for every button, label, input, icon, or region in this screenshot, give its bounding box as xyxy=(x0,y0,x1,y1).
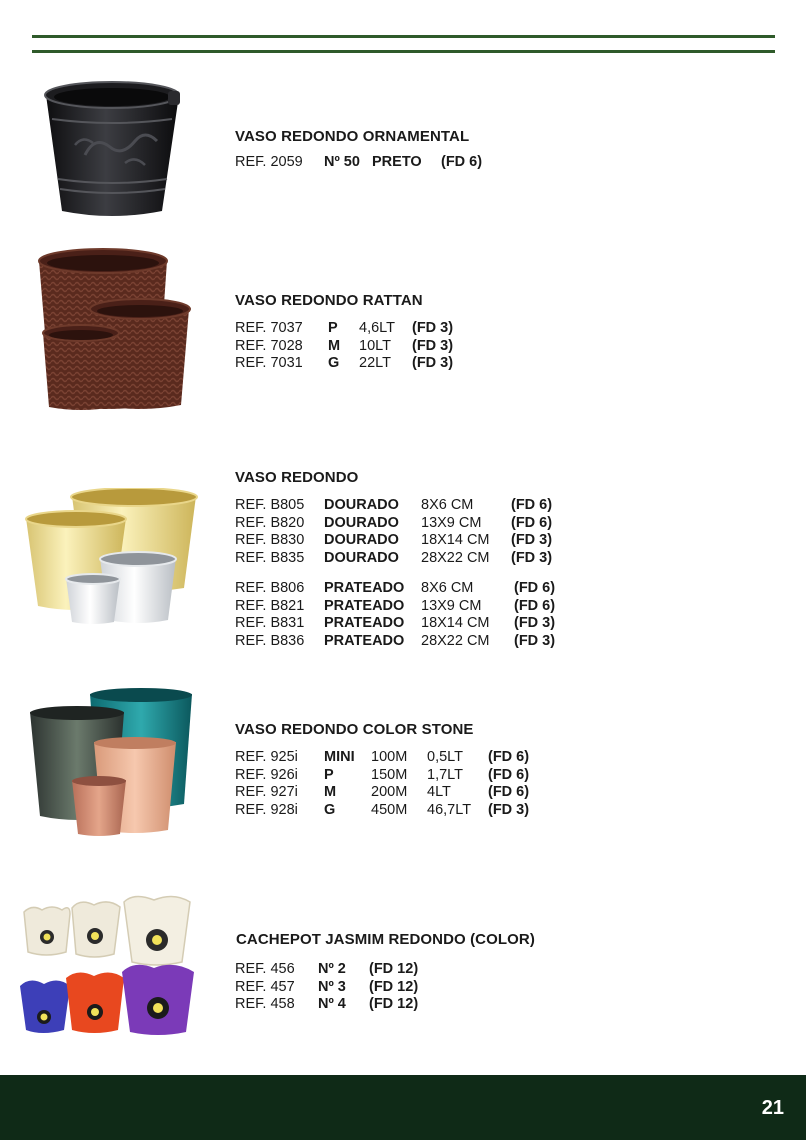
size-cell: P xyxy=(324,766,334,783)
header-rule-top xyxy=(32,35,775,38)
fd-cell: (FD 12) xyxy=(369,961,419,977)
table-row xyxy=(235,515,575,533)
fd-cell: (FD 3) xyxy=(412,320,454,336)
table-row xyxy=(235,615,575,633)
size-cell: M xyxy=(324,784,337,800)
volume-cell: 1,7LT xyxy=(427,766,464,783)
dimension-cell: 28X22 CM xyxy=(421,549,490,566)
table-row xyxy=(235,532,575,550)
dimension-cell: 13X9 CM xyxy=(421,597,482,614)
size-cell: G xyxy=(328,355,340,371)
ref-cell: REF. B835 xyxy=(235,549,305,566)
volume-cell: 46,7LT xyxy=(427,801,472,818)
volume-cell: 22LT xyxy=(359,355,391,371)
ref-cell: REF. 927i xyxy=(235,784,298,800)
ref-cell: REF. 456 xyxy=(235,961,295,977)
fd-cell: (FD 12) xyxy=(369,978,419,995)
product-title-ornamental: VASO REDONDO ORNAMENTAL xyxy=(235,128,470,145)
table-row xyxy=(235,996,475,1014)
ref-cell: REF. 7031 xyxy=(235,355,303,371)
footer-bar xyxy=(0,1075,806,1140)
product-rows-silver xyxy=(235,580,575,650)
finish-cell: DOURADO xyxy=(324,532,399,548)
size-cell: Nº 2 xyxy=(318,961,346,977)
table-row xyxy=(235,338,535,356)
finish-cell: DOURADO xyxy=(324,549,399,566)
table-row xyxy=(235,961,475,979)
size-cell: P xyxy=(328,320,338,336)
color-cell: PRETO xyxy=(372,154,422,170)
dimension-cell: 18X14 CM xyxy=(421,615,490,631)
fd-cell: (FD 6) xyxy=(514,597,556,614)
size-cell: Nº 50 xyxy=(324,154,360,170)
size-cell: Nº 4 xyxy=(318,996,346,1012)
table-row xyxy=(235,154,535,172)
code-cell: 150M xyxy=(371,766,408,783)
dimension-cell: 13X9 CM xyxy=(421,514,482,531)
color-stone-pot-image xyxy=(28,688,198,838)
gold-silver-pot-image xyxy=(22,488,202,628)
table-row xyxy=(235,580,575,598)
finish-cell: PRATEADO xyxy=(324,580,405,596)
code-cell: 200M xyxy=(371,784,408,800)
header-rule-bottom xyxy=(32,50,775,53)
dimension-cell: 8X6 CM xyxy=(421,497,474,513)
ref-cell: REF. B821 xyxy=(235,597,305,614)
dimension-cell: 8X6 CM xyxy=(421,580,474,596)
code-cell: 450M xyxy=(371,801,408,818)
fd-cell: (FD 6) xyxy=(488,784,530,800)
dimension-cell: 28X22 CM xyxy=(421,632,490,649)
fd-cell: (FD 6) xyxy=(488,766,530,783)
ref-cell: REF. 7037 xyxy=(235,320,303,336)
table-row xyxy=(235,320,535,338)
ref-cell: REF. B836 xyxy=(235,632,305,649)
fd-cell: (FD 3) xyxy=(488,801,530,818)
fd-cell: (FD 6) xyxy=(511,514,553,531)
fd-cell: (FD 3) xyxy=(412,337,454,354)
table-row xyxy=(235,749,555,767)
ref-cell: REF. B806 xyxy=(235,580,305,596)
fd-cell: (FD 3) xyxy=(514,632,556,649)
ref-cell: REF. 7028 xyxy=(235,337,303,354)
ref-cell: REF. 2059 xyxy=(235,154,303,170)
ref-cell: REF. 928i xyxy=(235,801,298,818)
fd-cell: (FD 6) xyxy=(488,749,530,765)
ref-cell: REF. B830 xyxy=(235,532,305,548)
ref-cell: REF. B820 xyxy=(235,514,305,531)
ref-cell: REF. 457 xyxy=(235,978,295,995)
finish-cell: PRATEADO xyxy=(324,615,405,631)
fd-cell: (FD 6) xyxy=(511,497,553,513)
table-row xyxy=(235,633,575,651)
table-row xyxy=(235,497,575,515)
ref-cell: REF. 458 xyxy=(235,996,295,1012)
product-rows-rattan xyxy=(235,320,535,373)
product-rows-ornamental xyxy=(235,154,535,172)
size-cell: Nº 3 xyxy=(318,978,346,995)
fd-cell: (FD 6) xyxy=(514,580,556,596)
size-cell: MINI xyxy=(324,749,355,765)
fd-cell: (FD 3) xyxy=(412,355,454,371)
fd-cell: (FD 12) xyxy=(369,996,419,1012)
product-rows-gold xyxy=(235,497,575,567)
volume-cell: 0,5LT xyxy=(427,749,464,765)
fd-cell: (FD 3) xyxy=(514,615,556,631)
product-title-color-stone: VASO REDONDO COLOR STONE xyxy=(235,721,474,738)
volume-cell: 10LT xyxy=(359,337,391,354)
table-row xyxy=(235,550,575,568)
ref-cell: REF. B805 xyxy=(235,497,305,513)
product-title-redondo: VASO REDONDO xyxy=(235,469,359,486)
ref-cell: REF. 926i xyxy=(235,766,298,783)
dimension-cell: 18X14 CM xyxy=(421,532,490,548)
table-row xyxy=(235,355,535,373)
ref-cell: REF. B831 xyxy=(235,615,305,631)
product-title-rattan: VASO REDONDO RATTAN xyxy=(235,292,423,309)
fd-cell: (FD 3) xyxy=(511,549,553,566)
cachepot-jasmim-image xyxy=(18,892,200,1042)
size-cell: G xyxy=(324,801,336,818)
table-row xyxy=(235,598,575,616)
volume-cell: 4,6LT xyxy=(359,320,396,336)
finish-cell: PRATEADO xyxy=(324,597,405,614)
product-title-cachepot: CACHEPOT JASMIM REDONDO (COLOR) xyxy=(236,931,535,948)
table-row xyxy=(235,784,555,802)
fd-cell: (FD 6) xyxy=(441,154,483,170)
size-cell: M xyxy=(328,337,341,354)
product-rows-cachepot xyxy=(235,961,475,1014)
finish-cell: PRATEADO xyxy=(324,632,405,649)
table-row xyxy=(235,767,555,785)
table-row xyxy=(235,979,475,997)
finish-cell: DOURADO xyxy=(324,497,399,513)
table-row xyxy=(235,802,555,820)
page-number: 21 xyxy=(761,1097,784,1119)
code-cell: 100M xyxy=(371,749,408,765)
rattan-pot-image xyxy=(35,245,195,415)
finish-cell: DOURADO xyxy=(324,514,399,531)
fd-cell: (FD 3) xyxy=(511,532,553,548)
ornamental-pot-image xyxy=(40,75,185,220)
ref-cell: REF. 925i xyxy=(235,749,298,765)
volume-cell: 4LT xyxy=(427,784,451,800)
product-rows-color-stone xyxy=(235,749,555,819)
